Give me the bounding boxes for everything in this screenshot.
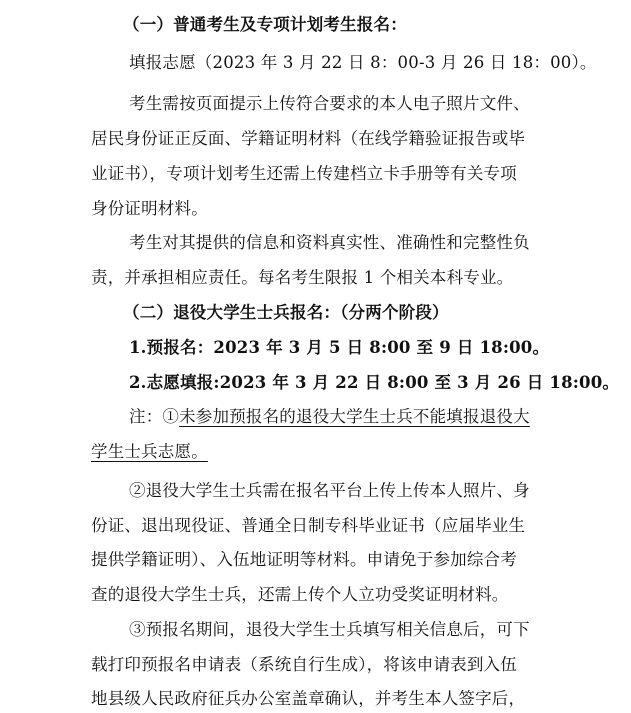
section1-para1-line1: 考生需按页面提示上传符合要求的本人电子照片文件、 [129,94,530,113]
section1-heading: （一）普通考生及专项计划考生报名： [123,15,407,34]
section1-para1-line2: 居民身份证正反面、学籍证明材料（在线学籍验证报告或毕 [91,129,526,148]
note2-line2: 份证、退出现役证、普通全日制专科毕业证书（应届毕业生 [91,516,526,535]
note1-line2 [91,440,208,464]
note3-line3: 地县级人民政府征兵办公室盖章确认，并考生本人签字后， [91,689,526,708]
note2-line1: ②退役大学生士兵需在报名平台上传上传本人照片、身 [129,481,530,500]
note2-line3: 提供学籍证明）、入伍地证明等材料。申请免于参加综合考 [91,550,517,569]
note3-line1: ③预报名期间，退役大学生士兵填写相关信息后，可下 [129,620,530,639]
note1-underlined-1: 未参加预报名的退役大学生士兵不能填报退役大 [179,407,530,426]
note1-prefix: 注：① [129,407,180,426]
section1-para2-line1: 考生对其提供的信息和资料真实性、准确性和完整性负 [129,233,530,252]
section1-para2-line2: 责，并承担相应责任。每名考生限报 1 个相关本科专业。 [91,268,514,287]
section1-para1-line3: 业证书），专项计划考生还需上传建档立卡手册等有关专项 [91,164,517,183]
note1-line1 [129,405,530,429]
note3-line2: 载打印预报名申请表（系统自行生成），将该申请表到入伍 [91,655,517,674]
section2-stage2: 2.志愿填报:2023 年 3 月 22 日 8:00 至 3 月 26 日 18:00。 [129,373,620,392]
section1-para1-line4: 身份证明材料。 [91,199,208,218]
note1-underlined-2: 学生士兵志愿。 [91,442,208,461]
note2-line4: 查的退役大学生士兵，还需上传个人立功受奖证明材料。 [91,585,509,604]
section2-heading: （二）退役大学生士兵报名：（分两个阶段） [123,303,449,322]
section1-period: 填报志愿（2023 年 3 月 22 日 8：00-3 月 26 日 18：00）。 [129,53,597,72]
section2-stage1: 1.预报名：2023 年 3 月 5 日 8:00 至 9 日 18:00。 [129,338,550,357]
